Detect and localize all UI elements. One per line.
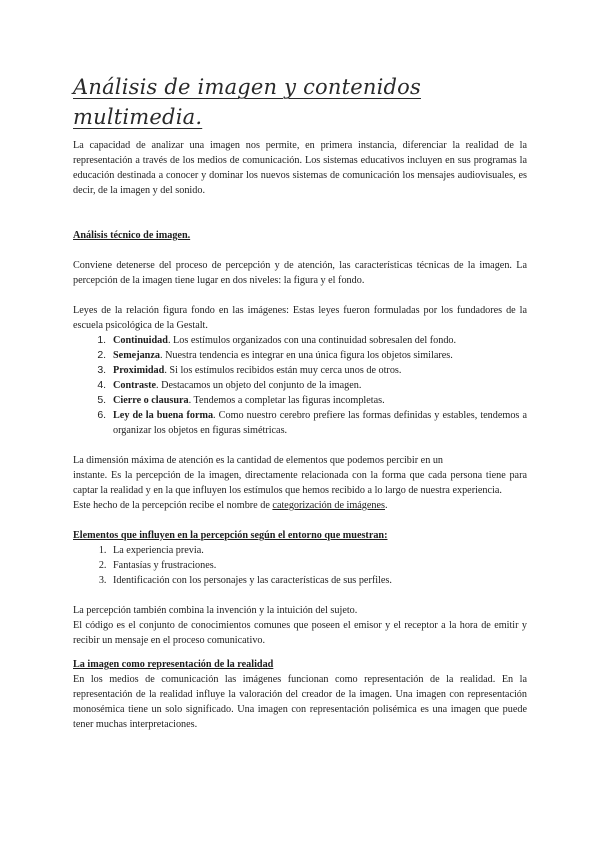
gestalt-paragraph: Leyes de la relación figura fondo en las imágenes: Estas leyes fueron formuladas por los fundadores de la escuela psicológica de la Gestalt.: [73, 305, 527, 331]
categorization-paragraph: Este hecho de la percepción recibe el nombre de categorización de imágenes.: [73, 500, 388, 511]
list-item: 2. Semejanza. Nuestra tendencia es integrar en una única figura los objetos similares.: [109, 348, 527, 363]
section-heading-technical: Análisis técnico de imagen.: [73, 230, 191, 241]
invention-paragraph: La percepción también combina la invención y la intuición del sujeto.: [73, 605, 358, 616]
list-item: 6. Ley de la buena forma. Como nuestro cerebro prefiere las formas definidas y estables, tendemos a organizar los objetos en figuras simétricas.: [109, 408, 527, 438]
section-heading-elements: Elementos que influyen en la percepción según el entorno que muestran:: [73, 530, 388, 541]
page-title: Análisis de imagen y contenidos multimedia.: [73, 75, 421, 129]
list-item: 3. Proximidad. Si los estímulos recibidos están muy cerca unos de otros.: [109, 363, 527, 378]
representation-paragraph: En los medios de comunicación las imágenes funcionan como representación de la realidad. En la representación de la realidad influye la valoración del creador de la imagen. Una imagen con representación monosémica tiene un solo significado. Una imagen con representación polisémica es una imagen que puede tener muchas interpretaciones.: [73, 674, 527, 730]
list-item: 1. Continuidad. Los estímulos organizados con una continuidad sobresalen del fondo.: [109, 333, 527, 348]
list-item: 2. Fantasías y frustraciones.: [109, 558, 527, 573]
perception-paragraph: Conviene detenerse del proceso de percepción y de atención, las características técnicas de la imagen. La percepción de la imagen tiene lugar en dos niveles: la figura y el fondo.: [73, 260, 527, 286]
categorization-term: categorización de imágenes: [272, 500, 385, 511]
attention-paragraph-line1: La dimensión máxima de atención es la cantidad de elementos que podemos percibir en un: [73, 455, 444, 466]
gestalt-laws-list: [73, 333, 527, 438]
attention-paragraph: instante. Es la percepción de la imagen, directamente relacionada con la forma que cada persona tiene para captar la realidad y en la que influyen los estímulos que hemos recibido a lo largo de nuestra experiencia.: [73, 470, 527, 496]
list-item: 1. La experiencia previa.: [109, 543, 527, 558]
list-item: 5. Cierre o clausura. Tendemos a completar las figuras incompletas.: [109, 393, 527, 408]
elements-list: [73, 543, 527, 588]
intro-paragraph: La capacidad de analizar una imagen nos permite, en primera instancia, diferenciar la realidad de la representación a través de los medios de comunicación. Los sistemas educativos incluyen en sus programas la educación destinada a conocer y dominar los nuevos sistemas de comunicación los mensajes audiovisuales, es decir, de la imagen y del sonido.: [73, 140, 527, 196]
code-paragraph: El código es el conjunto de conocimientos comunes que poseen el emisor y el receptor a la hora de emitir y recibir un mensaje en el proceso comunicativo.: [73, 620, 527, 646]
document-page: [73, 72, 527, 732]
section-heading-representation: La imagen como representación de la realidad: [73, 659, 274, 670]
list-item: 4. Contraste. Destacamos un objeto del conjunto de la imagen.: [109, 378, 527, 393]
list-item: 3. Identificación con los personajes y las características de sus perfiles.: [109, 573, 527, 588]
